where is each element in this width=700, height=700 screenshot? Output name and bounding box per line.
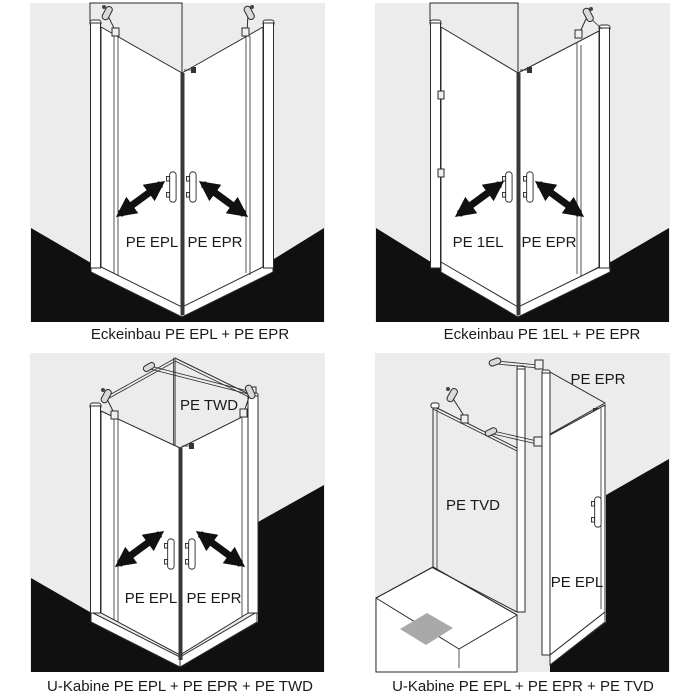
diagram-eckeinbau-1el-epr: [375, 3, 670, 343]
door-epl-glass: [550, 405, 605, 655]
diagram-ukabine-epl-epr-tvd: [375, 353, 670, 695]
door-hinge-profile: [542, 370, 550, 655]
label-back-panel: PE EPR: [570, 371, 626, 388]
label-side-panel: PE TWD: [179, 397, 239, 414]
hinge-icon: [438, 91, 444, 99]
label-side-panel: PE TVD: [446, 497, 500, 514]
label-door-right: PE EPR: [187, 234, 243, 251]
left-door-glass: [101, 27, 182, 310]
corner-post: [181, 73, 185, 315]
diagram-ukabine-epl-epr-twd: [30, 353, 325, 695]
label-door: PE EPL: [550, 574, 604, 591]
corner-post: [179, 448, 183, 660]
corner-post: [517, 73, 521, 315]
caption: U-Kabine PE EPL + PE EPR + PE TVD: [392, 678, 654, 695]
label-door-right: PE EPR: [521, 234, 577, 251]
caption: Eckeinbau PE 1EL + PE EPR: [443, 326, 641, 343]
left-door-glass: [441, 27, 518, 310]
caption: Eckeinbau PE EPL + PE EPR: [90, 326, 290, 343]
label-door-right: PE EPR: [186, 590, 242, 607]
left-door-glass: [101, 411, 180, 655]
label-door-left: PE EPL: [125, 234, 179, 251]
label-door-left: PE EPL: [124, 590, 178, 607]
caption: U-Kabine PE EPL + PE EPR + PE TWD: [47, 678, 313, 695]
hinge-icon: [438, 169, 444, 177]
label-door-left: PE 1EL: [452, 234, 504, 251]
corner-profile: [517, 366, 525, 612]
diagram-eckeinbau-epl-epr: [30, 3, 325, 343]
right-door-glass: [180, 414, 248, 655]
